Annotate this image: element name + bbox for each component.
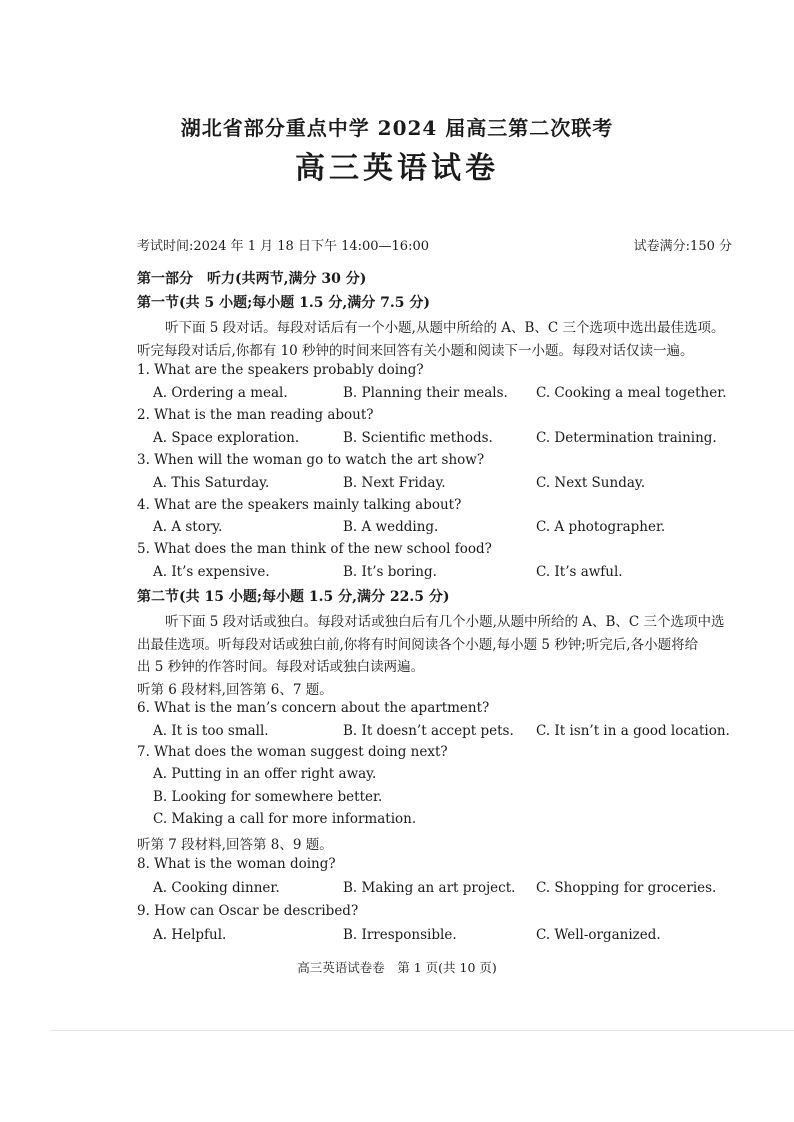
question-8-option-b: B. Making an art project. [343, 880, 516, 896]
question-1-option-b: B. Planning their meals. [343, 385, 508, 401]
section2-instruction-line1: 听下面 5 段对话或独白。每段对话或独白后有几个小题,从题中所给的 A、B、C 三个选项中选 [165, 614, 725, 630]
question-3-option-a: A. This Saturday. [153, 475, 270, 491]
question-3-option-c: C. Next Sunday. [536, 475, 646, 491]
question-8: 8. What is the woman doing? [137, 856, 336, 872]
section1-heading: 第一节(共 5 小题;每小题 1.5 分,满分 7.5 分) [137, 295, 430, 311]
full-score: 试卷满分:150 分 [633, 239, 732, 254]
question-6-option-b: B. It doesn’t accept pets. [343, 723, 514, 739]
question-4: 4. What are the speakers mainly talking about? [137, 497, 462, 513]
question-1-option-a: A. Ordering a meal. [153, 385, 288, 401]
question-9: 9. How can Oscar be described? [137, 903, 359, 919]
question-2-option-c: C. Determination training. [536, 430, 717, 446]
question-3: 3. When will the woman go to watch the art show? [137, 452, 485, 468]
exam-time: 考试时间:2024 年 1 月 18 日下午 14:00—16:00 [137, 239, 429, 254]
page-divider [50, 1030, 794, 1031]
question-1-option-c: C. Cooking a meal together. [536, 385, 727, 401]
question-3-option-b: B. Next Friday. [343, 475, 446, 491]
question-5-option-b: B. It’s boring. [343, 564, 437, 580]
exam-title: 湖北省部分重点中学 2024 届高三第二次联考 [180, 116, 614, 140]
question-7-option-c: C. Making a call for more information. [153, 811, 417, 827]
question-8-option-c: C. Shopping for groceries. [536, 880, 717, 896]
material-6-instruction: 听第 6 段材料,回答第 6、7 题。 [137, 682, 333, 698]
question-5-option-a: A. It’s expensive. [153, 564, 270, 580]
question-7-option-a: A. Putting in an offer right away. [153, 766, 377, 782]
section1-instruction-line2: 听完每段对话后,你都有 10 秒钟的时间来回答有关小题和阅读下一小题。每段对话仅读一遍。 [137, 343, 694, 359]
question-8-option-a: A. Cooking dinner. [153, 880, 280, 896]
question-7: 7. What does the woman suggest doing next? [137, 744, 448, 760]
section1-instruction-line1: 听下面 5 段对话。每段对话后有一个小题,从题中所给的 A、B、C 三个选项中选出最佳选项。 [165, 320, 725, 336]
part1-heading: 第一部分 听力(共两节,满分 30 分) [137, 271, 367, 287]
question-6: 6. What is the man’s concern about the apartment? [137, 700, 490, 716]
question-2-option-b: B. Scientific methods. [343, 430, 493, 446]
material-7-instruction: 听第 7 段材料,回答第 8、9 题。 [137, 837, 333, 853]
question-4-option-a: A. A story. [153, 519, 223, 535]
page-footer: 高三英语试卷卷 第 1 页(共 10 页) [297, 960, 497, 975]
question-5: 5. What does the man think of the new school food? [137, 541, 492, 557]
question-9-option-a: A. Helpful. [153, 927, 227, 943]
exam-subtitle: 高三英语试卷 [295, 151, 499, 186]
question-2-option-a: A. Space exploration. [153, 430, 300, 446]
question-4-option-b: B. A wedding. [343, 519, 439, 535]
question-2: 2. What is the man reading about? [137, 407, 374, 423]
question-6-option-c: C. It isn’t in a good location. [536, 723, 730, 739]
question-1: 1. What are the speakers probably doing? [137, 362, 424, 378]
section2-heading: 第二节(共 15 小题;每小题 1.5 分,满分 22.5 分) [137, 589, 450, 605]
section2-instruction-line3: 出 5 秒钟的作答时间。每段对话或独白读两遍。 [137, 659, 425, 675]
question-4-option-c: C. A photographer. [536, 519, 666, 535]
question-9-option-c: C. Well-organized. [536, 927, 661, 943]
question-9-option-b: B. Irresponsible. [343, 927, 457, 943]
question-6-option-a: A. It is too small. [153, 723, 269, 739]
question-7-option-b: B. Looking for somewhere better. [153, 789, 383, 805]
question-5-option-c: C. It’s awful. [536, 564, 623, 580]
section2-instruction-line2: 出最佳选项。听每段对话或独白前,你将有时间阅读各个小题,每小题 5 秒钟;听完后,各小题将给 [137, 637, 699, 653]
